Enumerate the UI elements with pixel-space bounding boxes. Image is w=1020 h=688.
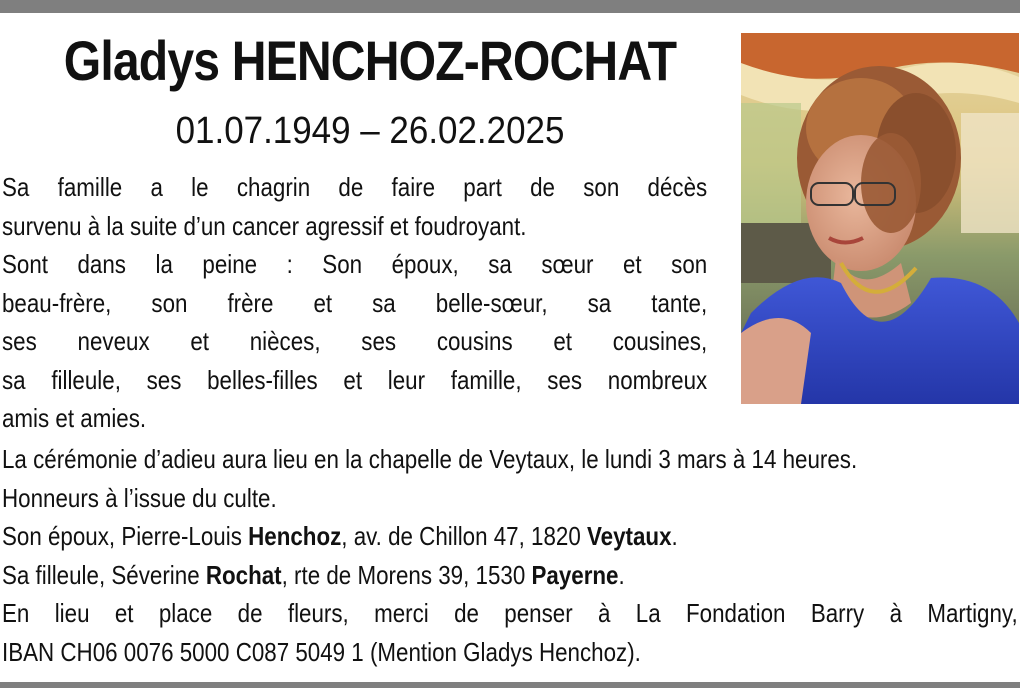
top-rule xyxy=(0,0,1020,13)
details-text xyxy=(2,440,1018,671)
address-town: Payerne xyxy=(531,559,619,590)
life-dates: 01.07.1949 – 26.02.2025 xyxy=(175,110,565,152)
announcement-text xyxy=(2,168,707,438)
address-street: , av. de Chillon 47, 1820 xyxy=(341,521,588,551)
donation-line: En lieu et place de fleurs, merci de penser à La Fondation Barry à Martigny, xyxy=(2,598,1018,628)
address-town: Veytaux xyxy=(587,521,672,551)
deceased-name: Gladys HENCHOZ-ROCHAT xyxy=(63,29,677,92)
address-prefix: Sa filleule, Séverine xyxy=(2,559,206,590)
address-prefix: Son époux, Pierre-Louis xyxy=(2,521,249,551)
announcement-line: sa filleule, ses belles-filles et leur famille, ses nombreux xyxy=(2,364,708,395)
iban-line: IBAN CH06 0076 5000 C087 5049 1 (Mention Gladys Henchoz). xyxy=(2,636,641,667)
announcement-line: survenu à la suite d’un cancer agressif et foudroyant. xyxy=(2,210,527,241)
address-end: . xyxy=(671,521,678,551)
announcement-line: beau-frère, son frère et sa belle-sœur, sa tante, xyxy=(2,287,708,318)
goddaughter-address-line xyxy=(2,556,1018,595)
spouse-address-line xyxy=(2,517,1018,556)
bottom-rule xyxy=(0,682,1020,688)
portrait-photo xyxy=(741,33,1019,404)
announcement-line: Sont dans la peine : Son époux, sa sœur et son xyxy=(2,249,708,279)
address-surname: Henchoz xyxy=(248,521,342,551)
address-end: . xyxy=(618,559,625,590)
address-street: , rte de Morens 39, 1530 xyxy=(281,559,532,590)
announcement-line: Sa famille a le chagrin de faire part de son décès xyxy=(2,172,708,202)
ceremony-line: La cérémonie d’adieu aura lieu en la chapelle de Veytaux, le lundi 3 mars à 14 heures. xyxy=(2,444,858,474)
announcement-line: ses neveux et nièces, ses cousins et cousines, xyxy=(2,326,708,356)
address-surname: Rochat xyxy=(205,559,282,590)
announcement-line: amis et amies. xyxy=(2,403,147,433)
honours-line: Honneurs à l’issue du culte. xyxy=(2,482,277,513)
